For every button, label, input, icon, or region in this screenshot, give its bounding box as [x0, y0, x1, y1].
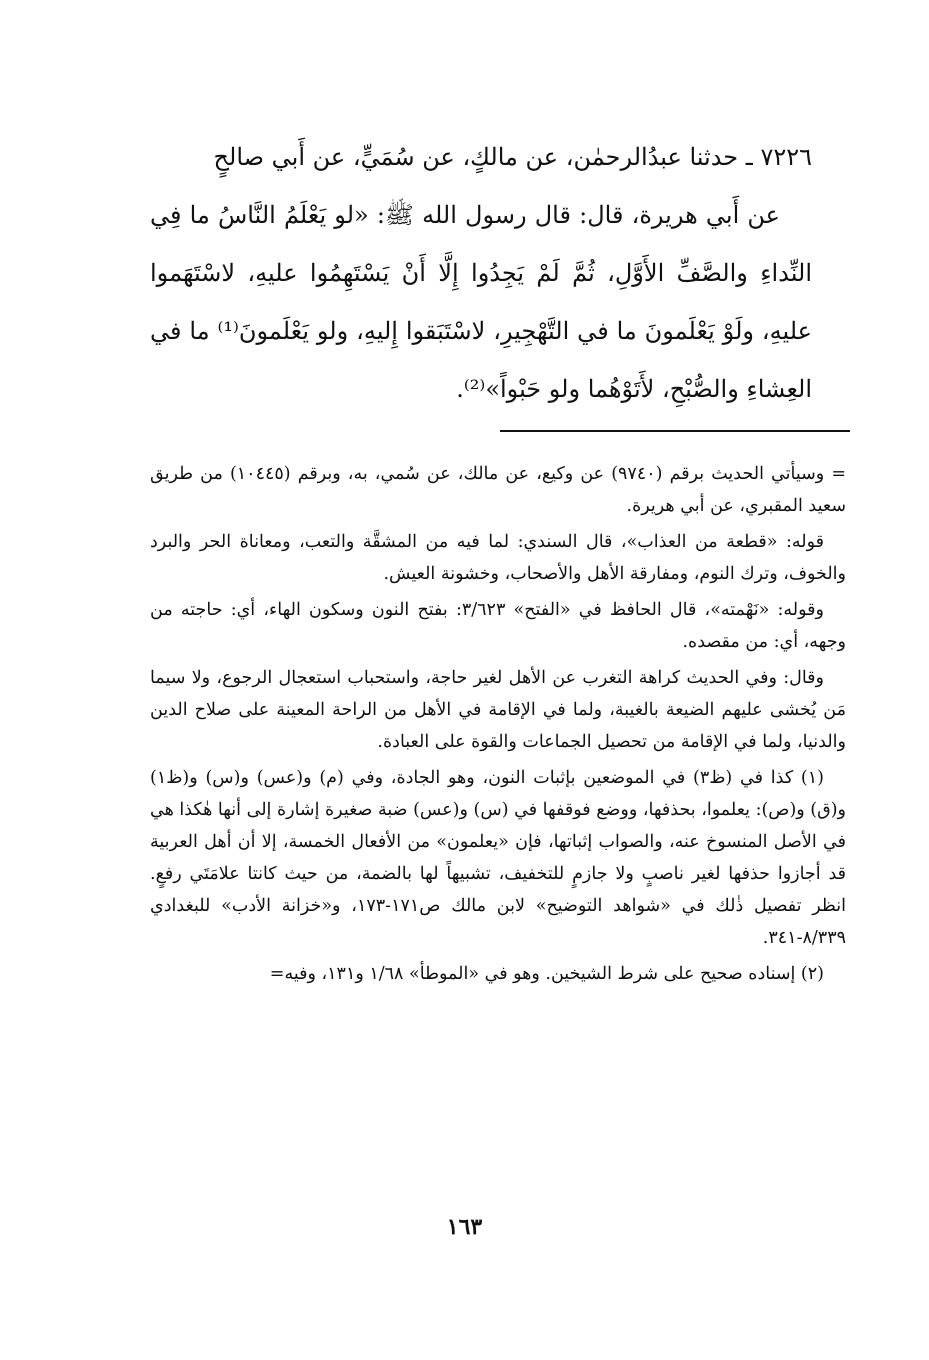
footnote-1: (١) كذا في (ظ٣) في الموضعين بإثبات النون، وهو الجادة، وفي (م) و(عس) و(س) و(ظ١) و(ق) و(ص): يعلموا، بحذفها، ووضع فوقفها في (س) و(عس) ضبة صغيرة إشارة إلى أنها هٰكذا هي في الأصل المنسوخ عنه، والصواب إثباتها، فإن «يعلمون» من الأفعال الخمسة، إلا أن أهل العربية قد أجازوا حذفها لغير ناصبٍ ولا جازمٍ للتخفيف، تشبيهاً لها بالضمة، من حيث كانتا علامَتَي رفعٍ. انظر تفصيل ذٰلك في «شواهد التوضيح» لابن مالك ص١٧١-١٧٣، و«خزانة الأدب» للبغدادي ٨/٣٣٩-٣٤١.: [150, 768, 846, 948]
footnote-paragraph: وقوله: «نَهْمته»، قال الحافظ في «الفتح» ٣/٦٢٣: بفتح النون وسكون الهاء، أي: حاجته من وجهه، أي: من مقصده.: [150, 600, 846, 652]
footnote-continuation: = وسيأتي الحديث برقم (٩٧٤٠) عن وكيع، عن مالك، عن سُمي، به، وبرقم (١٠٤٤٥) من طريق سعيد المقبري، عن أبي هريرة.: [150, 464, 846, 516]
footnote-2: (٢) إسناده صحيح على شرط الشيخين. وهو في «الموطأ» ١/٦٨ و١٣١، وفيه=: [269, 964, 824, 984]
page-number: ١٦٣: [446, 1214, 483, 1240]
footnote-paragraph: وقال: وفي الحديث كراهة التغرب عن الأهل لغير حاجة، واستحباب استعجال الرجوع، ولا سيما مَن يُخشى عليهم الضيعة بالغيبة، ولما في الإقامة في الأهل من الراحة المعينة على صلاح الدين والدنيا، ولما في الإقامة من تحصيل الجماعات والقوة على العبادة.: [150, 668, 846, 752]
footnote-separator: [500, 430, 850, 432]
footnote-paragraph: قوله: «قطعة من العذاب»، قال السندي: لما فيه من المشقَّة والتعب، ومعاناة الحر والبرد والخوف، وترك النوم، ومفارقة الأهل والأصحاب، وخشونة العيش.: [150, 532, 846, 584]
hadith-matn: عن أَبي هريرة، قال: قال رسول الله ﷺ: «لو يَعْلَمُ النَّاسُ ما فِي النِّداءِ والصَّفِّ الأَوَّلِ، ثُمَّ لَمْ يَجِدُوا إِلَّا أَنْ يَسْتَهِمُوا عليهِ، لاسْتَهَموا عليهِ، ولَوْ يَعْلَمونَ ما في التَّهْجِيرِ، لاسْتَبَقوا إِليهِ، ولو يَعْلَمونَ⁽¹⁾ ما في العِشاءِ والصُّبْحِ، لأَتَوْهُما ولو حَبْواً»⁽²⁾.: [150, 201, 813, 403]
hadith-text: [150, 128, 812, 418]
footnotes: [150, 458, 846, 994]
hadith-isnad-line: ٧٢٢٦ ـ حدثنا عبدُالرحمٰن، عن مالكٍ، عن سُمَيٍّ، عن أَبي صالحٍ: [213, 143, 812, 171]
